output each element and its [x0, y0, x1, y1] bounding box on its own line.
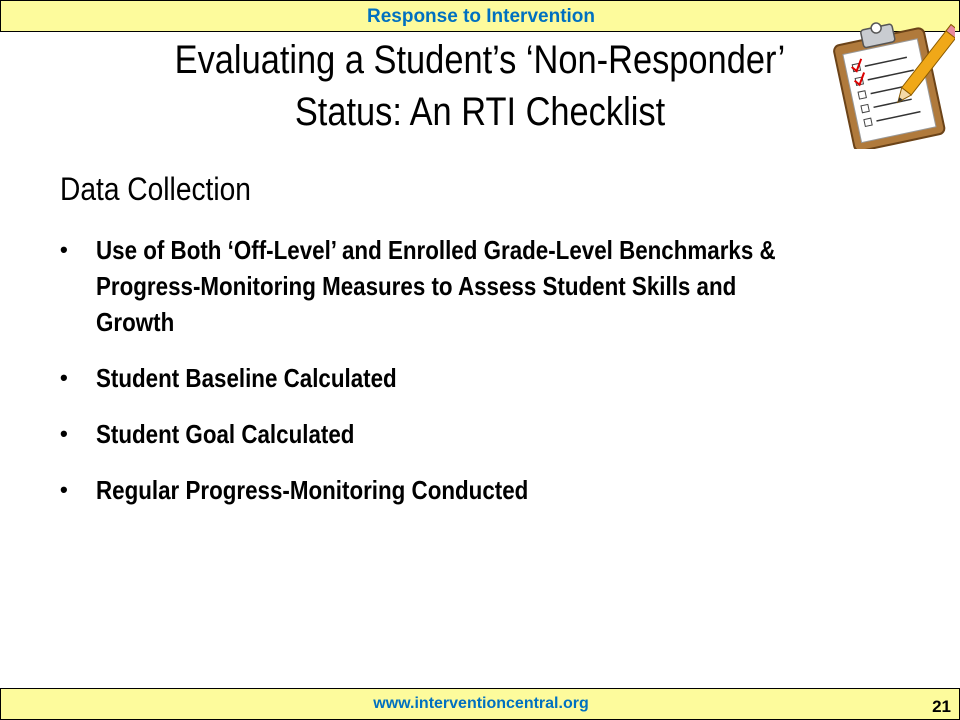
slide-title-line-1: Evaluating a Student’s ‘Non-Responder’	[174, 38, 786, 82]
section-heading: Data Collection	[60, 171, 251, 207]
page-number: 21	[932, 697, 951, 716]
bullet-glyph: •	[60, 421, 68, 446]
footer-url: www.interventioncentral.org	[373, 695, 589, 712]
bullet-text: Student Baseline Calculated	[96, 363, 397, 393]
bullet-text: Regular Progress-Monitoring Conducted	[96, 475, 529, 505]
bullet-glyph: •	[60, 237, 68, 262]
bullet-list	[60, 232, 960, 528]
header-banner	[0, 0, 960, 32]
bullet-item	[60, 232, 960, 340]
slide-title-line-2: Status: An RTI Checklist	[294, 90, 666, 134]
bullet-glyph: •	[60, 477, 68, 502]
bullet-text: Student Goal Calculated	[96, 419, 355, 449]
bullet-item	[60, 472, 960, 508]
bullet-text: Use of Both ‘Off-Level’ and Enrolled Grade-Level Benchmarks & Progress-Monitoring Measures to Assess Student Skills and Growth	[96, 235, 776, 337]
clipboard-checklist-icon	[820, 14, 955, 149]
header-banner-text: Response to Intervention	[366, 6, 596, 27]
bullet-glyph: •	[60, 365, 68, 390]
bullet-item	[60, 360, 960, 396]
footer-banner	[0, 688, 960, 720]
bullet-item	[60, 416, 960, 452]
